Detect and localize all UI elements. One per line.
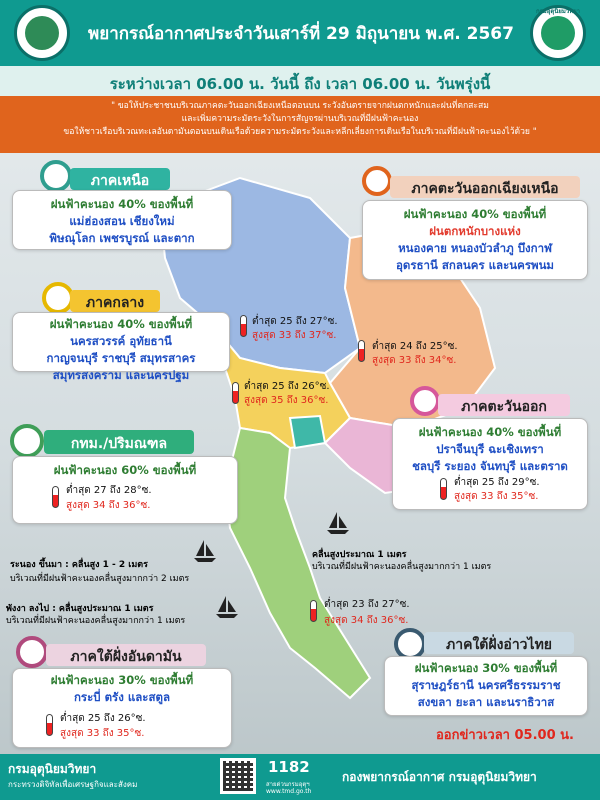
south-east-title: ภาคใต้ฝั่งอ่าวไทย <box>424 632 574 654</box>
south-east-low: ต่ำสุด 23 ถึง 27°ซ. <box>324 599 410 610</box>
footer-ministry: กระทรวงดิจิทัลเพื่อเศรษฐกิจและสังคม <box>8 780 138 789</box>
sailboat-icon <box>214 594 240 620</box>
warning-line: " ขอให้ประชาชนบริเวณภาคตะวันออกเฉียงเหนือตอนบน ระวังอันตรายจากฝนตกหนักและฝนที่ตกสะสม <box>111 101 489 111</box>
north-rain: ฝนฟ้าคะนอง 40% ของพื้นที่ <box>50 197 194 211</box>
central-area: กาญจนบุรี ราชบุรี สมุทรสาคร <box>46 351 196 365</box>
south-east-box <box>384 656 588 716</box>
south-east-rain: ฝนฟ้าคะนอง 30% ของพื้นที่ <box>414 661 558 675</box>
warning-line: ขอให้ชาวเรือบริเวณทะเลอันดามันตอนบนเดินเรือด้วยความระมัดระวังและหลีกเลี่ยงการเดินเรือในบริเวณที่มีฝนฟ้าคะนองไว้ด้วย " <box>63 127 537 137</box>
bangkok-thermometer-icon <box>52 486 59 508</box>
sailboat-icon <box>325 510 351 536</box>
northeast-box <box>362 200 588 280</box>
andaman-upper-wave-note: บริเวณที่มีฝนฟ้าคะนองคลื่นสูงมากกว่า 2 เมตร <box>10 574 190 584</box>
north-area: พิษณุโลก เพชรบูรณ์ และตาก <box>49 231 195 245</box>
east-area: ชลบุรี ระยอง จันทบุรี และตราด <box>412 459 568 473</box>
ministry-logo <box>14 5 70 61</box>
north-high: สูงสุด 33 ถึง 37°ซ. <box>252 330 337 341</box>
north-box <box>12 190 232 250</box>
gulf-wave-title: คลื่นสูงประมาณ 1 เมตร <box>312 550 407 560</box>
south-east-thermometer-icon <box>310 600 317 622</box>
south-west-rain: ฝนฟ้าคะนอง 30% ของพื้นที่ <box>50 673 194 687</box>
northeast-area: หนองคาย หนองบัวลำภู บึงกาฬ <box>398 241 552 255</box>
andaman-upper-wave-title: ระนอง ขึ้นมา : คลื่นสูง 1 - 2 เมตร <box>10 560 148 570</box>
central-rain: ฝนฟ้าคะนอง 40% ของพื้นที่ <box>49 317 193 331</box>
warning-banner <box>0 96 600 153</box>
northeast-title: ภาคตะวันออกเฉียงเหนือ <box>390 176 580 198</box>
northeast-area: อุดรธานี สกลนคร และนครพนม <box>395 258 555 272</box>
forecast-period: ระหว่างเวลา 06.00 น. วันนี้ ถึง เวลา 06.00 น. วันพรุ่งนี้ <box>109 75 491 93</box>
gulf-wave-note: บริเวณที่มีฝนฟ้าคะนองคลื่นสูงมากกว่า 1 เมตร <box>312 562 492 572</box>
central-low: ต่ำสุด 25 ถึง 26°ซ. <box>244 381 330 392</box>
east-pin-icon <box>410 386 440 416</box>
bangkok-title: กทม./ปริมณฑล <box>44 430 194 454</box>
east-area: ปราจีนบุรี ฉะเชิงเทรา <box>436 442 544 456</box>
bangkok-high: สูงสุด 34 ถึง 36°ซ. <box>66 500 151 511</box>
east-title: ภาคตะวันออก <box>438 394 570 416</box>
central-high: สูงสุด 35 ถึง 36°ซ. <box>244 395 329 406</box>
south-west-pin-icon <box>16 636 48 668</box>
hotline-label: สายด่วนกรมอุตุฯ <box>266 781 310 788</box>
bangkok-rain: ฝนฟ้าคะนอง 60% ของพื้นที่ <box>53 463 197 477</box>
central-area: สมุทรสงคราม และนครปฐม <box>52 368 190 382</box>
qr-code[interactable] <box>220 758 256 794</box>
north-title: ภาคเหนือ <box>70 168 170 190</box>
issue-time: ออกข่าวเวลา 05.00 น. <box>436 728 574 743</box>
south-east-area: สุราษฎร์ธานี นครศรีธรรมราช <box>411 678 561 692</box>
andaman-lower-wave-note: บริเวณที่มีฝนฟ้าคะนองคลื่นสูงมากกว่า 1 เมตร <box>6 616 186 626</box>
page-title: พยากรณ์อากาศประจำวันเสาร์ที่ 29 มิถุนายน พ.ศ. 2567 <box>88 24 514 44</box>
south-west-thermometer-icon <box>46 714 53 736</box>
north-low: ต่ำสุด 25 ถึง 27°ซ. <box>252 316 338 327</box>
south-west-area: กระบี่ ตรัง และสตูล <box>73 690 171 704</box>
northeast-heavy-rain: ฝนตกหนักบางแห่ง <box>429 224 521 238</box>
tmd-logo-text: กรมอุตุนิยมวิทยา <box>535 8 581 15</box>
sailboat-icon <box>192 538 218 564</box>
east-high: สูงสุด 33 ถึง 35°ซ. <box>454 491 539 502</box>
east-low: ต่ำสุด 25 ถึง 29°ซ. <box>454 477 540 488</box>
north-pin-icon <box>40 160 72 192</box>
east-rain: ฝนฟ้าคะนอง 40% ของพื้นที่ <box>418 425 562 439</box>
footer-division: กองพยากรณ์อากาศ กรมอุตุนิยมวิทยา <box>342 770 537 784</box>
bangkok-low: ต่ำสุด 27 ถึง 28°ซ. <box>66 485 152 496</box>
north-area: แม่ฮ่องสอน เชียงใหม่ <box>69 214 175 228</box>
south-east-high: สูงสุด 34 ถึง 36°ซ. <box>324 615 409 626</box>
central-thermometer-icon <box>232 382 239 404</box>
south-east-area: สงขลา ยะลา และนราธิวาส <box>417 695 555 709</box>
andaman-lower-wave-title: พังงา ลงไป : คลื่นสูงประมาณ 1 เมตร <box>6 604 154 614</box>
central-title: ภาคกลาง <box>70 290 160 312</box>
footer-org: กรมอุตุนิยมวิทยา <box>8 762 97 776</box>
hotline-number[interactable]: 1182 <box>268 758 310 776</box>
northeast-thermometer-icon <box>358 340 365 362</box>
central-box <box>12 312 230 382</box>
map-region-bangkok <box>290 416 325 448</box>
northeast-low: ต่ำสุด 24 ถึง 25°ซ. <box>372 341 458 352</box>
northeast-high: สูงสุด 33 ถึง 34°ซ. <box>372 355 457 366</box>
northeast-pin-icon <box>362 166 392 196</box>
east-thermometer-icon <box>440 478 447 500</box>
northeast-rain: ฝนฟ้าคะนอง 40% ของพื้นที่ <box>403 207 547 221</box>
south-west-title: ภาคใต้ฝั่งอันดามัน <box>46 644 206 666</box>
south-west-high: สูงสุด 33 ถึง 35°ซ. <box>60 728 145 739</box>
bangkok-pin-icon <box>10 424 44 458</box>
central-area: นครสวรรค์ อุทัยธานี <box>70 334 172 348</box>
website-link[interactable]: www.tmd.go.th <box>266 788 312 795</box>
north-thermometer-icon <box>240 315 247 337</box>
warning-line: และเพิ่มความระมัดระวังในการสัญจรผ่านบริเวณที่มีฝนฟ้าคะนอง <box>181 114 419 124</box>
south-west-low: ต่ำสุด 25 ถึง 26°ซ. <box>60 713 146 724</box>
